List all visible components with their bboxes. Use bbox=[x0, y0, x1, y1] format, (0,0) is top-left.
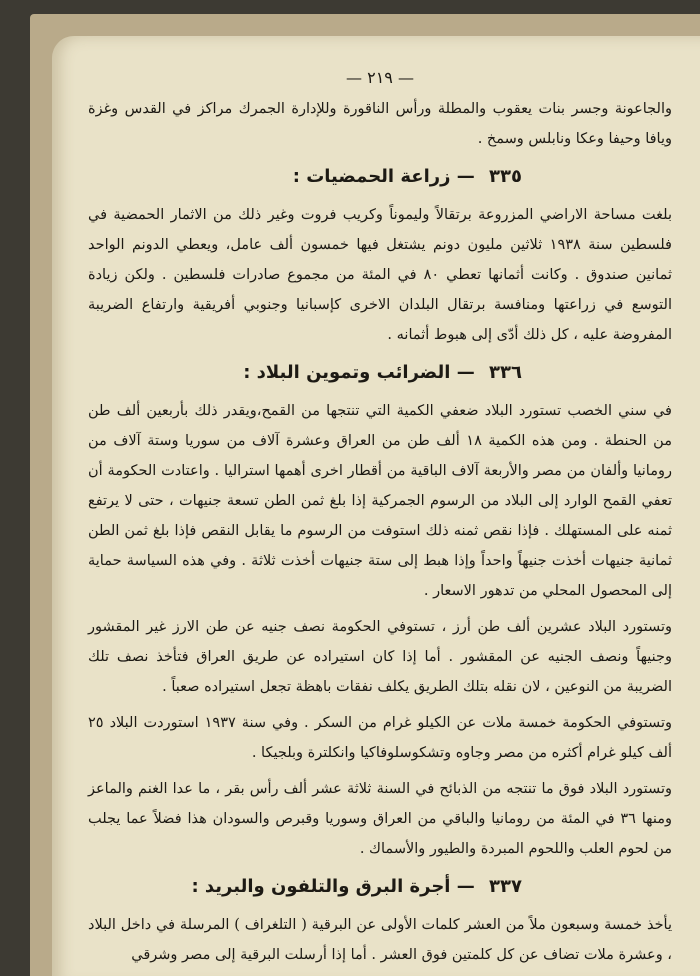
section-number: ٣٣٦ bbox=[489, 362, 522, 383]
section-number: ٣٣٥ bbox=[489, 166, 522, 187]
paragraph: وتستوفي الحكومة خمسة ملات عن الكيلو غرام من السكر . وفي سنة ١٩٣٧ استوردت البلاد ٢٥ ألف كيلو غرام أكثره من مصر وجاوه وتشكوسلوفاكيا وانكلترة وبلجيكا . bbox=[88, 715, 672, 761]
section-heading-335 bbox=[88, 160, 522, 194]
section-heading-337 bbox=[88, 870, 522, 904]
paragraph: وتستورد البلاد فوق ما تنتجه من الذبائح في السنة ثلاثة عشر ألف رأس بقر ، ما عدا الغنم والماعز ومنها ٣٦ في المئة من رومانيا والباقي من العراق وسوريا وقبرص والسودان هذا فضلاً عما يجلب من لحوم العلب واللحوم المبردة والطيور والأسماك . bbox=[88, 781, 672, 857]
page-content bbox=[88, 64, 672, 969]
section-title: — زراعة الحمضيات : bbox=[292, 166, 475, 187]
section-title: — الضرائب وتموين البلاد : bbox=[243, 362, 475, 383]
intro-paragraph: والجاعونة وجسر بنات يعقوب والمطلة ورأس الناقورة وللإدارة الجمرك مراكز في القدس وغزة ويافا وحيفا وعكا ونابلس وسمخ . bbox=[88, 101, 672, 147]
paragraph: بلغت مساحة الاراضي المزروعة برتقالاً وليموناً وكريب فروت وغير ذلك من الاثمار الحمضية في فلسطين سنة ١٩٣٨ ثلاثين مليون دونم يشتغل فيها خمسون ألف عامل، ويعطي الدونم الواحد ثمانين صندوق . وكانت أثمانها تعطي ٨٠ في المئة من مجموع صادرات فلسطين . ولكن زيادة التوسع في زراعتها ومنافسة برتقال البلدان الاخرى كإسبانيا وجنوبي أفريقية وارتفاع الضريبة المفروضة عليه ، كل ذلك أدّى إلى هبوط أثمانه . bbox=[88, 207, 672, 343]
paragraph: وتستورد البلاد عشرين ألف طن أرز ، تستوفي الحكومة نصف جنيه عن طن الارز غير المقشور وجنيهاً ونصف الجنيه عن المقشور . أما إذا كان استيراده عن طريق العراق فتأخذ نصف تلك الضريبة من النوعين ، لان نقله بتلك الطريق يكلف نفقات باهظة تجعل استيراده صعباً . bbox=[88, 619, 672, 695]
page-number: — ٢١٩ — bbox=[346, 68, 414, 87]
paragraph: في سني الخصب تستورد البلاد ضعفي الكمية التي تنتجها من القمح،ويقدر ذلك بأربعين ألف طن من الحنطة . ومن هذه الكمية ١٨ ألف طن من العراق وعشرة آلاف من سوريا وستة آلاف من رومانيا وألفان من مصر والأربعة آلاف الباقية من أقطار اخرى أهمها استراليا . واعتادت الحكومة أن تعفي القمح الوارد إلى البلاد من الرسوم الجمركية إذا بلغ ثمن الطن تسعة جنيهات ، حتى لا يرتفع ثمنه على المستهلك . فإذا نقص ثمنه ذلك استوفت من الرسوم ما يقابل النقص فإذا بلغ ثمن الطن ثمانية جنيهات أخذت جنيهاً واحداً وإذا هبط إلى ستة جنيهات أخذت ثلاثة . وفي هذه السياسة حماية إلى المحصول المحلي من تدهور الاسعار . bbox=[88, 403, 672, 599]
section-title: — أجرة البرق والتلفون والبريد : bbox=[191, 876, 475, 897]
paragraph: يأخذ خمسة وسبعون ملاً من العشر كلمات الأولى عن البرقية ( التلغراف ) المرسلة في داخل البلاد ، وعشرة ملات تضاف عن كل كلمتين فوق العشر . أما إذا أرسلت البرقية إلى مصر وشرقي bbox=[88, 917, 672, 963]
section-heading-336 bbox=[88, 356, 522, 390]
section-number: ٣٣٧ bbox=[489, 876, 522, 897]
